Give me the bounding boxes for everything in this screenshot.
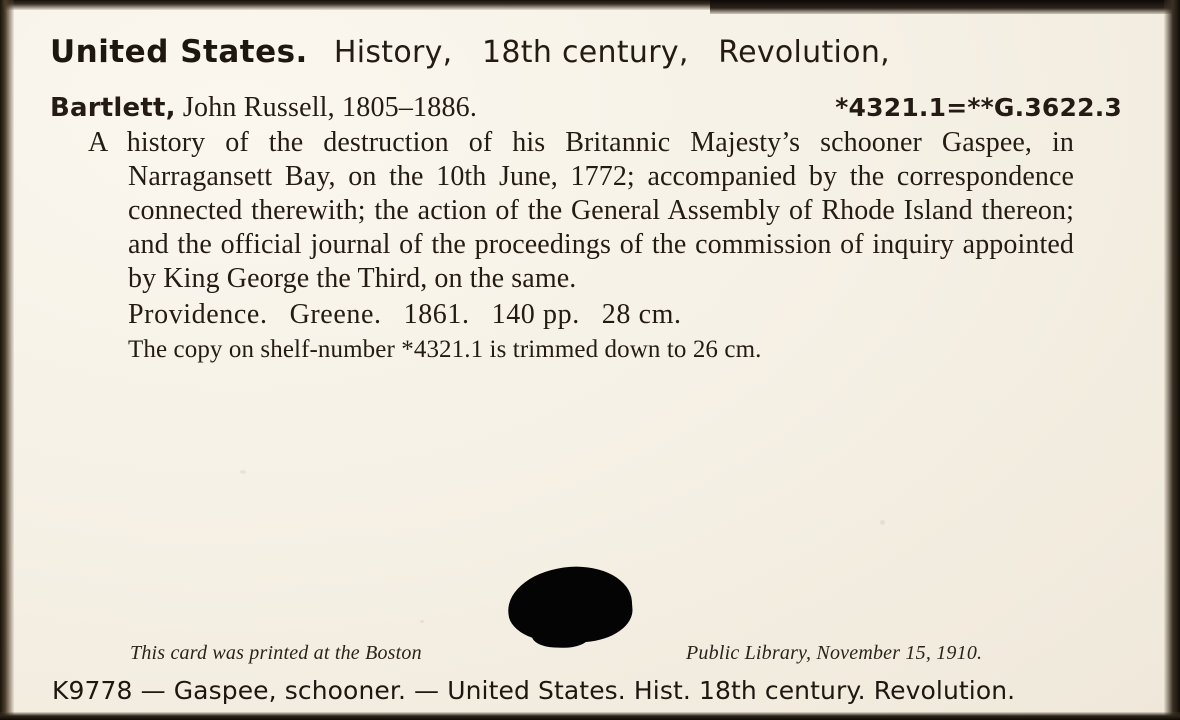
author-given-dates: John Russell, 1805–1886. [182, 92, 478, 123]
imprint-publisher: Greene. [289, 299, 382, 330]
call-number: *4321.1=**G.3622.3 [835, 93, 1122, 122]
title-statement: A history of the destruction of his Britannic Majesty’s schooner Gaspee, in Narragansett Bay, on the 10th June, 1772; accompanied by the correspondence connected therewith; the action of the General Assembly of Rhode Island thereon; and the official journal of the proceedings of the commission of inquiry appointed by King George the Third, on the same. [88, 127, 1074, 294]
copy-note: The copy on shelf-number *4321.1 is trimmed down to 26 cm. [128, 336, 762, 363]
imprint-line [50, 298, 1128, 332]
imprint-place: Providence. [128, 299, 268, 330]
author-statement [50, 92, 477, 124]
title-block [50, 126, 1128, 296]
imprint-size: 28 cm. [601, 299, 682, 330]
printed-note-right: Public Library, November 15, 1910. [686, 642, 983, 664]
imprint-year: 1861. [403, 299, 470, 330]
tracing-line: K9778 — Gaspee, schooner. — United States. Hist. 18th century. Revolution. [52, 676, 1016, 705]
subject-main: United States. [50, 34, 308, 70]
imprint-pages: 140 pp. [491, 299, 580, 330]
subject-heading [50, 34, 1128, 70]
printed-note-left: This card was printed at the Boston [130, 642, 422, 664]
subject-subdivisions: History, 18th century, Revolution, [333, 35, 890, 70]
author-surname: Bartlett, [50, 93, 176, 123]
author-row [50, 92, 1128, 124]
